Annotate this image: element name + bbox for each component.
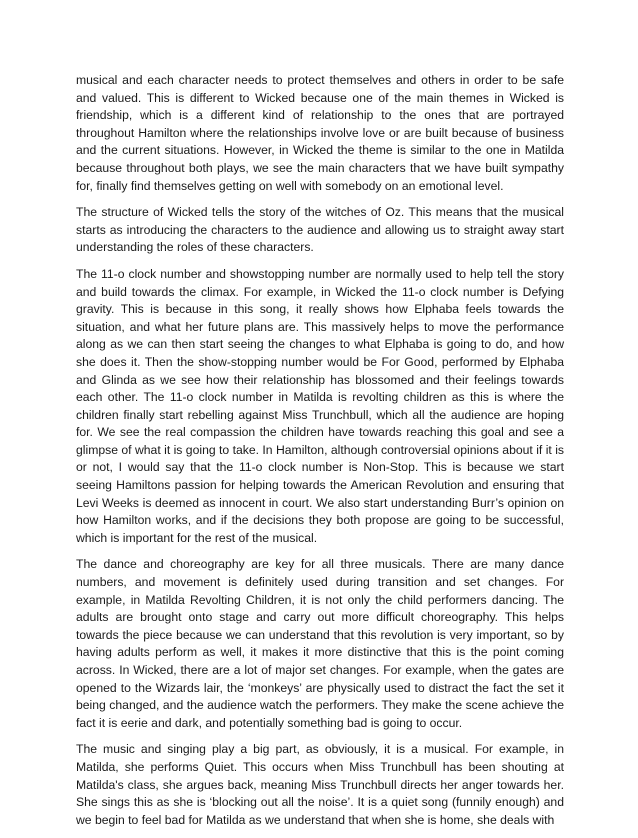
paragraph-music-singing: The music and singing play a big part, as obviously, it is a musical. For example, in Matilda, she performs Quiet. This occurs when Miss Trunchbull has been shouting at Matilda's class, she argues back, meaning Miss Trunchbull directs her anger towards her. She sings this as she is ‘blocking out all the noise’. It is a quiet song (funnily enough) and we begin to feel bad for Matilda as we understand that when she is home, she deals with <box>76 742 564 827</box>
paragraph-structure: The structure of Wicked tells the story of the witches of Oz. This means that the musical starts as introducing the characters to the audience and allowing us to straight away start understanding the roles of these characters. <box>76 205 564 255</box>
paragraph-dance-choreography: The dance and choreography are key for all three musicals. There are many dance numbers, and movement is definitely used during transition and set changes. For example, in Matilda Revolting Children, it is not only the child performers dancing. The adults are brought onto stage and carry out more difficult choreography. This helps towards the piece because we can understand that this revolution is very important, so by having adults perform as well, it makes it more distinctive that this is the point coming across. In Wicked, there are a lot of major set changes. For example, when the gates are opened to the Wizards lair, the ‘monkeys’ are physically used to distract the fact the set it being changed, and the audience watch the performers. They make the scene achieve the fact it is eerie and dark, and potentially something bad is going to occur. <box>76 557 564 730</box>
paragraph-eleven-o-clock-number: The 11-o clock number and showstopping number are normally used to help tell the story and build towards the climax. For example, in Wicked the 11-o clock number is Defying gravity. This is because in this song, it really shows how Elphaba feels towards the situation, and what her future plans are. This massively helps to move the performance along as we can then start seeing the changes to what Elphaba is going to do, and how she does it. Then the show-stopping number would be For Good, performed by Elphaba and Glinda as we see how their relationship has blossomed and their feelings towards each other. The 11-o clock number in Matilda is revolting children as this is where the children finally start rebelling against Miss Trunchbull, which all the audience are hoping for. We see the real compassion the children have towards reaching this goal and see a glimpse of what it is going to take. In Hamilton, although controversial opinions about if it is or not, I would say that the 11-o clock number is Non-Stop. This is because we start seeing Hamiltons passion for helping towards the American Revolution and ensuring that Levi Weeks is deemed as innocent in court. We also start understanding Burr’s opinion on how Hamilton works, and if the decisions they both propose are going to be successful, which is important for the rest of the musical. <box>76 266 564 545</box>
paragraph-themes: musical and each character needs to protect themselves and others in order to be safe and valued. This is different to Wicked because one of the main themes in Wicked is friendship, which is a different kind of relationship to the ones that are portrayed throughout Hamilton where the relationships involve love or are built because of business and the current situations. However, in Wicked the theme is similar to the one in Matilda because throughout both plays, we see the main characters that we have built sympathy for, finally find themselves getting on well with somebody on an emotional level. <box>76 73 564 193</box>
document-page <box>76 72 564 838</box>
